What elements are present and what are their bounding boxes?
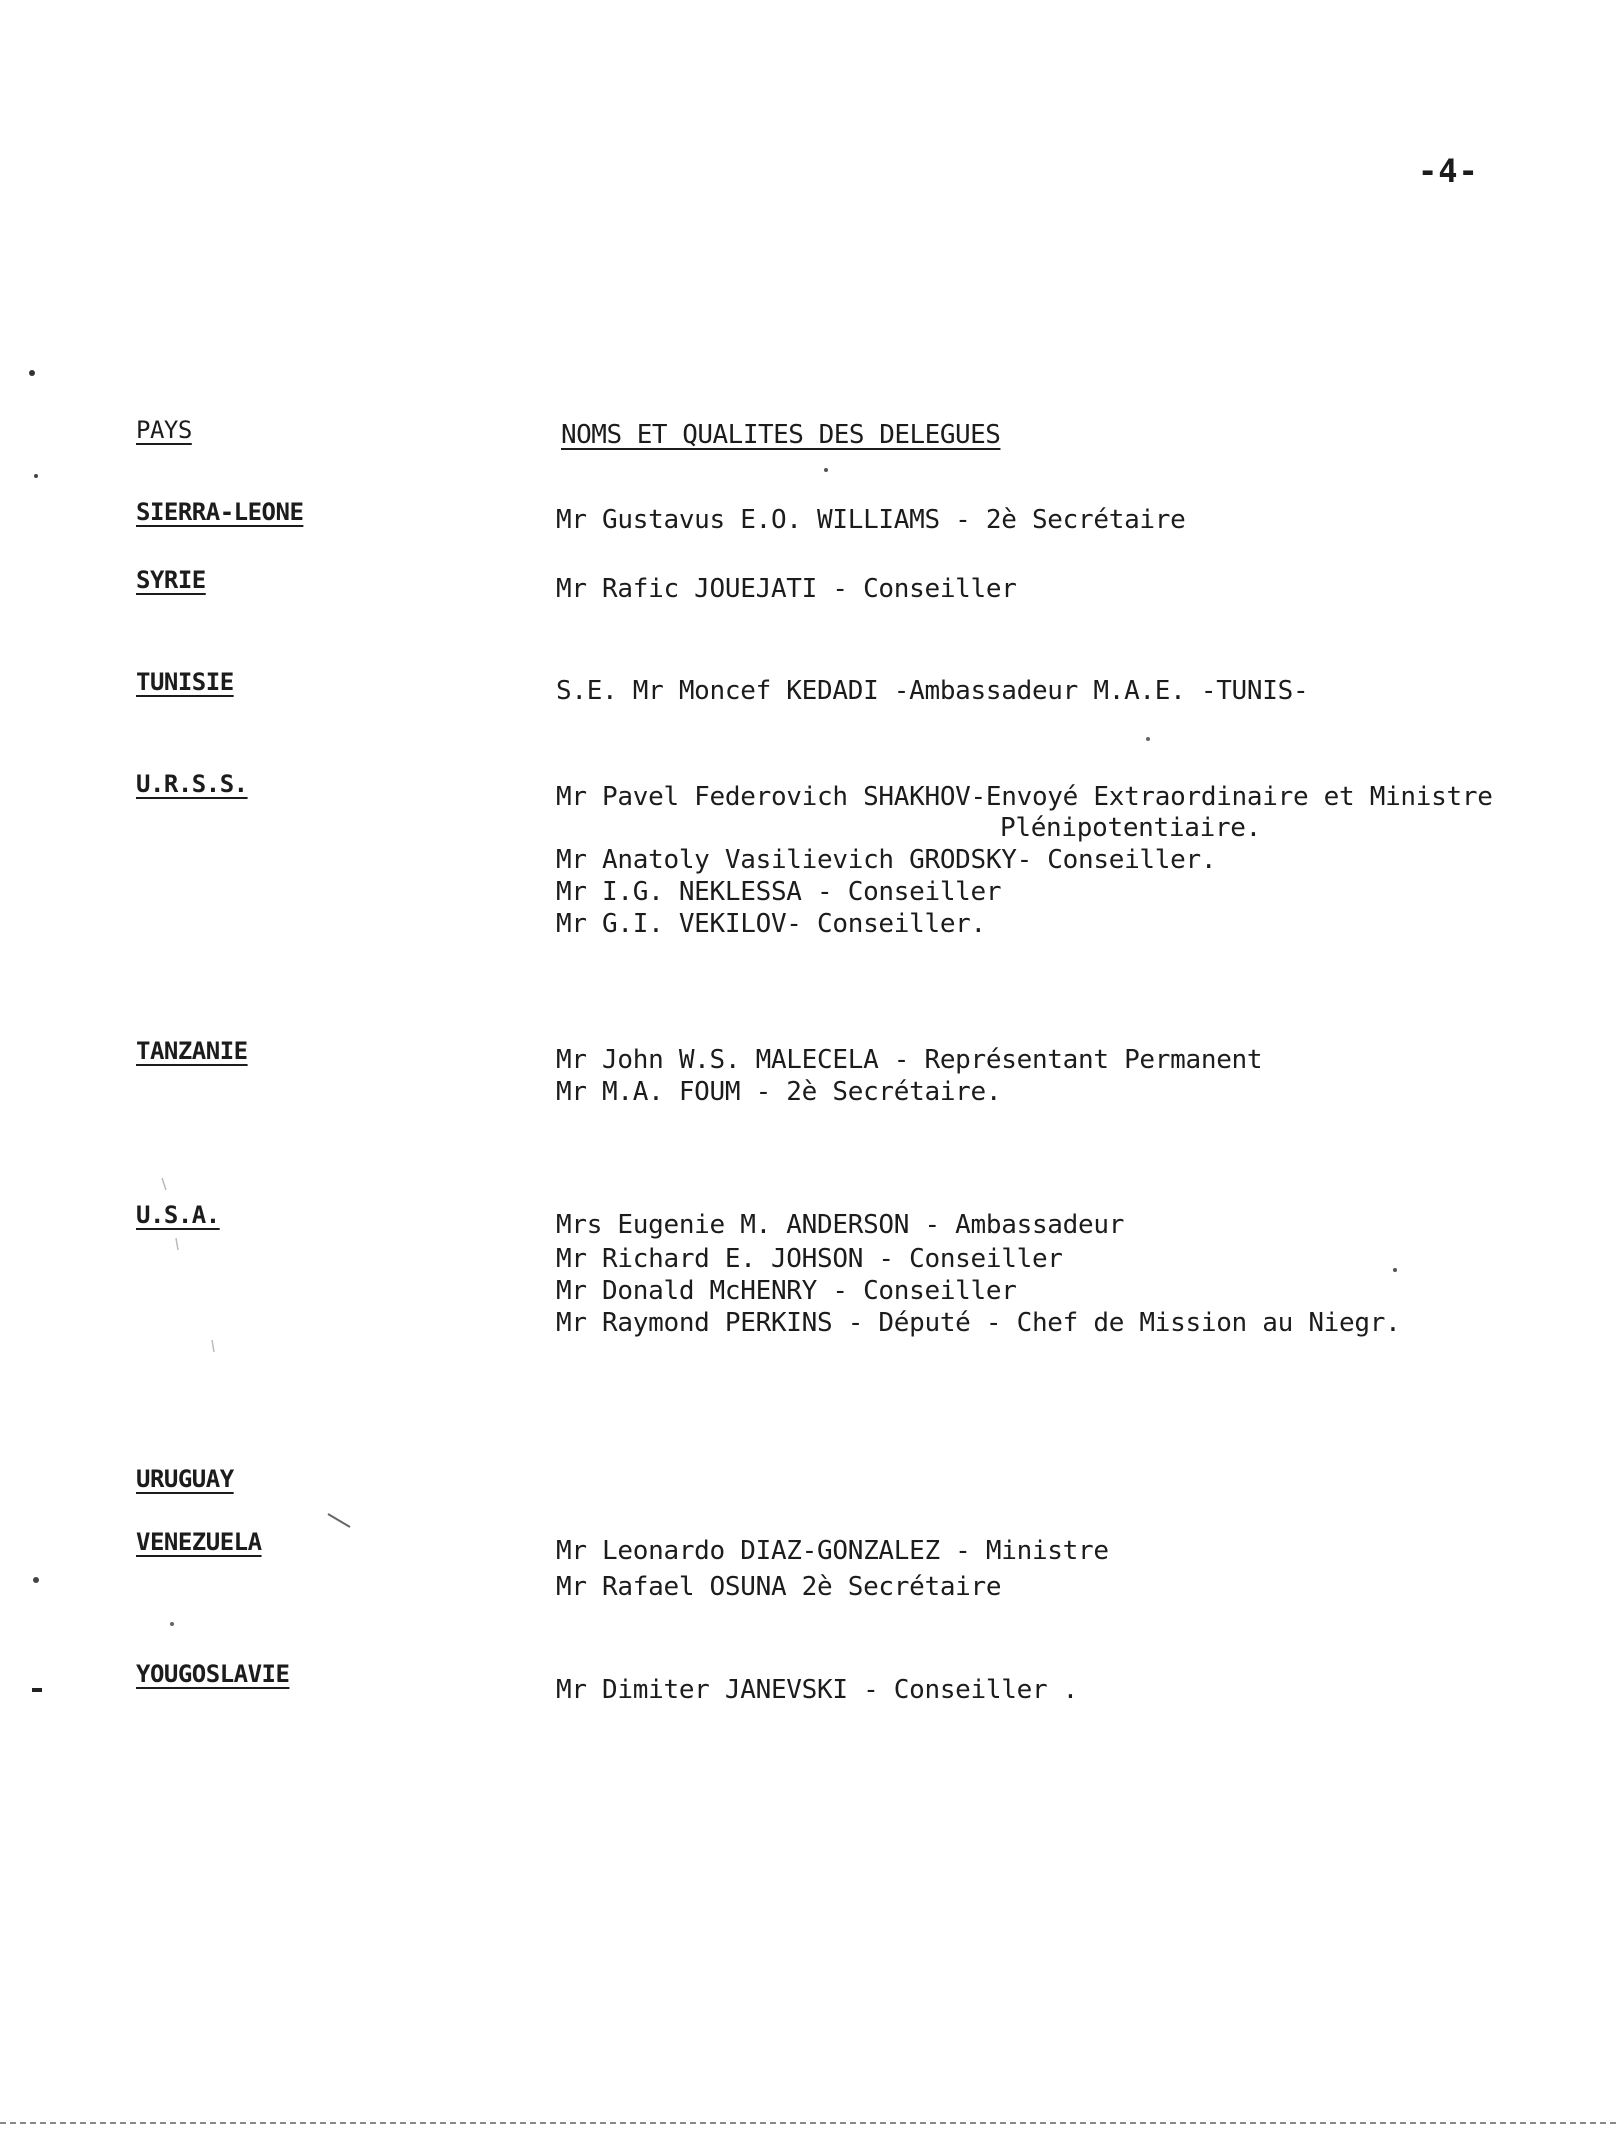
delegate-line: Mr Rafic JOUEJATI - Conseiller bbox=[556, 574, 1017, 604]
delegate-line: Mr G.I. VEKILOV- Conseiller. bbox=[556, 909, 986, 939]
delegate-line: Mr M.A. FOUM - 2è Secrétaire. bbox=[556, 1077, 1002, 1107]
country-venezuela: VENEZUELA bbox=[136, 1528, 262, 1556]
footer-rule bbox=[0, 2122, 1616, 2124]
page-number: -4- bbox=[1418, 152, 1479, 190]
delegate-line: Mr John W.S. MALECELA - Représentant Permanent bbox=[556, 1045, 1263, 1075]
country-tanzanie: TANZANIE bbox=[136, 1037, 248, 1065]
delegate-line: Mr Leonardo DIAZ-GONZALEZ - Ministre bbox=[556, 1536, 1109, 1566]
delegate-line: Mr Anatoly Vasilievich GRODSKY- Conseiller. bbox=[556, 845, 1217, 875]
country-syrie: SYRIE bbox=[136, 566, 206, 594]
country-urss: U.R.S.S. bbox=[136, 770, 248, 798]
delegate-line: Mr Pavel Federovich SHAKHOV-Envoyé Extraordinaire et Ministre bbox=[556, 782, 1493, 812]
delegate-line: Mr Raymond PERKINS - Député - Chef de Mission au Niegr. bbox=[556, 1308, 1401, 1338]
delegate-line: Mr Gustavus E.O. WILLIAMS - 2è Secrétaire bbox=[556, 505, 1186, 535]
country-uruguay: URUGUAY bbox=[136, 1465, 234, 1493]
delegate-line: Mr Dimiter JANEVSKI - Conseiller . bbox=[556, 1675, 1079, 1705]
delegate-line: Mr Rafael OSUNA 2è Secrétaire bbox=[556, 1572, 1002, 1602]
country-tunisie: TUNISIE bbox=[136, 668, 234, 696]
delegate-line: Mr Richard E. JOHSON - Conseiller bbox=[556, 1244, 1063, 1274]
header-pays: PAYS bbox=[136, 416, 192, 444]
header-noms-et-qualites: NOMS ET QUALITES DES DELEGUES bbox=[561, 420, 1001, 450]
country-yougoslavie: YOUGOSLAVIE bbox=[136, 1660, 290, 1688]
country-usa: U.S.A. bbox=[136, 1201, 220, 1229]
delegate-line: S.E. Mr Moncef KEDADI -Ambassadeur M.A.E. -TUNIS- bbox=[556, 676, 1309, 706]
delegate-line: Mr I.G. NEKLESSA - Conseiller bbox=[556, 877, 1002, 907]
delegate-line: Mr Donald McHENRY - Conseiller bbox=[556, 1276, 1017, 1306]
delegate-line-continuation: Plénipotentiaire. bbox=[1000, 813, 1262, 843]
delegate-line: Mrs Eugenie M. ANDERSON - Ambassadeur bbox=[556, 1210, 1125, 1240]
country-sierra-leone: SIERRA-LEONE bbox=[136, 498, 304, 526]
